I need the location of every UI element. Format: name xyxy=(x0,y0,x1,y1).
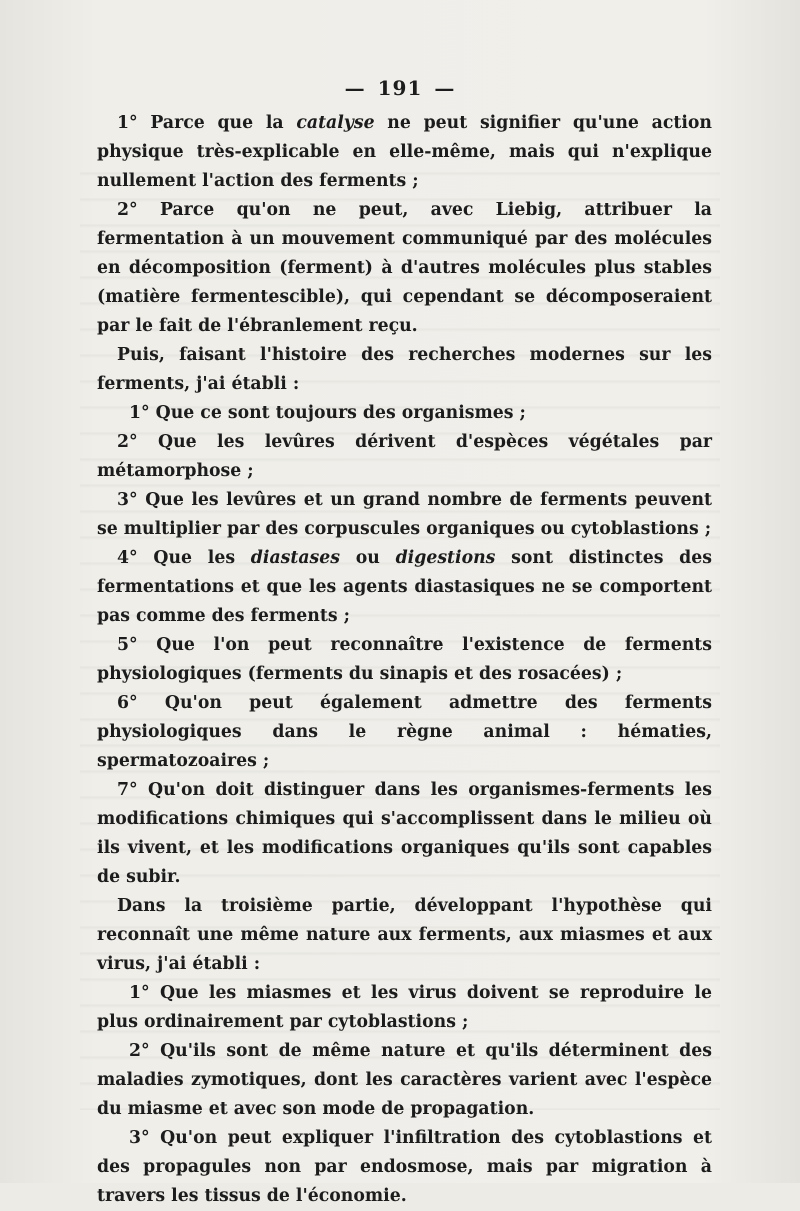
text-run: 3° Qu'on peut expliquer l'infiltration des cytoblastions et des propagules non par endosmose, mais par migration à travers les tissus de l'économie. xyxy=(97,1128,712,1206)
paragraph xyxy=(97,341,712,399)
paragraph xyxy=(97,776,712,892)
page-number-dash-left: — xyxy=(344,76,366,100)
text-run: ne peut signifier qu'une action physique très-explicable en elle-même, mais qui n'explique nullement l'action des ferments ; xyxy=(97,113,712,191)
paragraph xyxy=(97,689,712,776)
text-run: 1° Parce que la xyxy=(117,113,297,133)
paragraph xyxy=(97,544,712,631)
text-run: Dans la troisième partie, développant l'hypothèse qui reconnaît une même nature aux ferments, aux miasmes et aux virus, j'ai établi : xyxy=(97,896,712,974)
text-run: 2° Que les levûres dérivent d'espèces végétales par métamorphose ; xyxy=(97,432,712,481)
paragraph xyxy=(97,196,712,341)
text-run: 3° Que les levûres et un grand nombre de ferments peuvent se multiplier par des corpuscules organiques ou cytoblastions ; xyxy=(97,490,712,539)
paragraph xyxy=(97,1124,712,1211)
text-run: 2° Parce qu'on ne peut, avec Liebig, attribuer la fermentation à un mouvement communiqué par des molécules en décomposition (ferment) à d'autres molécules plus stables (matière fermentescible), qui cependant se décomposeraient par le fait de l'ébranlement reçu. xyxy=(97,200,712,336)
paragraph xyxy=(97,631,712,689)
paragraph xyxy=(97,486,712,544)
text-run: 4° Que les xyxy=(117,548,251,568)
body-text xyxy=(97,109,712,1211)
italic-term: diastases xyxy=(250,548,341,568)
text-run: sont distinctes des fermentations et que les agents diastasiques ne se comportent pas comme des ferments ; xyxy=(97,548,712,626)
text-run: 6° Qu'on peut également admettre des ferments physiologiques dans le règne animal : hématies, spermatozoaires ; xyxy=(97,693,712,771)
page-number-value: 191 xyxy=(377,76,423,100)
text-run: 1° Que les miasmes et les virus doivent se reproduire le plus ordinairement par cytoblastions ; xyxy=(97,983,712,1032)
paragraph xyxy=(97,428,712,486)
text-run: 2° Qu'ils sont de même nature et qu'ils déterminent des maladies zymotiques, dont les caractères varient avec l'espèce du miasme et avec son mode de propagation. xyxy=(97,1041,712,1119)
text-run: ou xyxy=(340,548,396,568)
text-run: Puis, faisant l'histoire des recherches modernes sur les ferments, j'ai établi : xyxy=(97,345,712,394)
italic-term: catalyse xyxy=(296,113,375,133)
paragraph xyxy=(97,399,712,428)
page-number-dash-right: — xyxy=(434,76,456,100)
text-run: 7° Qu'on doit distinguer dans les organismes-ferments les modifications chimiques qui s'accomplissent dans le milieu où ils vivent, et les modifications organiques qu'ils sont capables de subir. xyxy=(97,780,712,887)
paragraph xyxy=(97,979,712,1037)
paragraph xyxy=(97,1037,712,1124)
paragraph xyxy=(97,109,712,196)
text-run: 5° Que l'on peut reconnaître l'existence de ferments physiologiques (ferments du sinapis et des rosacées) ; xyxy=(97,635,712,684)
italic-term: digestions xyxy=(395,548,496,568)
page-number xyxy=(0,76,800,100)
text-run: 1° Que ce sont toujours des organismes ; xyxy=(129,403,526,423)
paragraph xyxy=(97,892,712,979)
